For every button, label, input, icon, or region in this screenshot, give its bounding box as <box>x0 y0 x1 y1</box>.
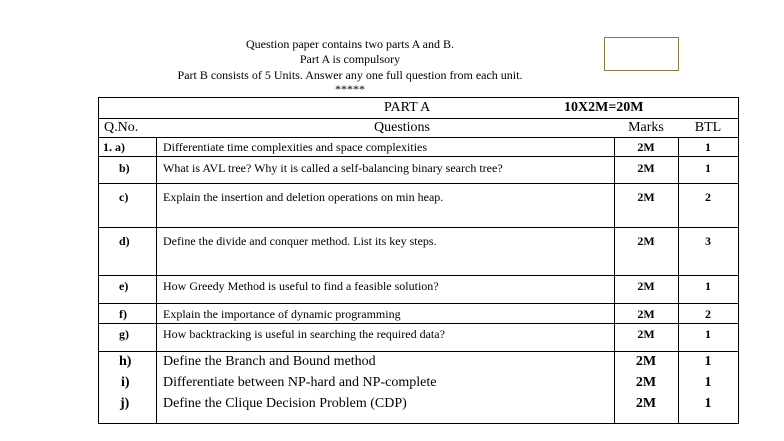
marks-box <box>604 37 679 71</box>
question-btl: 2 <box>705 307 711 321</box>
instruction-line-3: Part B consists of 5 Units. Answer any one full question from each unit. <box>177 68 523 82</box>
question-marks: 2M <box>635 396 657 411</box>
question-number: b) <box>119 161 130 175</box>
column-header-btl: BTL <box>694 120 722 135</box>
question-btl: 1 <box>705 327 711 341</box>
question-text: How Greedy Method is useful to find a feasible solution? <box>163 279 439 293</box>
question-marks: 2M <box>637 161 655 175</box>
column-header-questions: Questions <box>374 120 430 135</box>
question-text: Explain the insertion and deletion operations on min heap. <box>163 190 444 204</box>
question-number: i) <box>121 375 130 390</box>
question-marks: 2M <box>635 354 657 369</box>
divider <box>98 303 739 304</box>
question-marks: 2M <box>637 279 655 293</box>
question-marks: 2M <box>637 140 655 154</box>
question-number: 1. a) <box>103 140 125 154</box>
stars-separator: ***** <box>335 82 365 96</box>
question-btl: 1 <box>704 354 712 369</box>
question-btl: 1 <box>704 396 712 411</box>
question-number: h) <box>119 354 132 369</box>
instruction-line-2: Part A is compulsory <box>299 52 401 66</box>
question-text: Define the Clique Decision Problem (CDP) <box>163 396 407 411</box>
divider <box>98 351 739 352</box>
question-text: Explain the importance of dynamic programming <box>163 307 401 321</box>
marks-formula: 10X2M=20M <box>564 100 644 115</box>
question-btl: 1 <box>705 161 711 175</box>
question-marks: 2M <box>637 234 655 248</box>
question-btl: 3 <box>705 234 711 248</box>
divider <box>98 137 739 138</box>
column-header-marks: Marks <box>628 120 664 135</box>
question-text: Differentiate time complexities and space complexities <box>163 140 428 154</box>
question-text: How backtracking is useful in searching the required data? <box>163 327 445 341</box>
question-marks: 2M <box>635 375 657 390</box>
question-number: f) <box>119 307 127 321</box>
divider <box>98 183 739 184</box>
part-title: PART A <box>384 100 431 115</box>
question-marks: 2M <box>637 327 655 341</box>
divider <box>98 118 739 119</box>
divider <box>98 227 739 228</box>
divider <box>98 323 739 324</box>
instruction-line-1: Question paper contains two parts A and B. <box>246 37 454 51</box>
question-number: j) <box>120 396 130 411</box>
divider <box>98 156 739 157</box>
divider <box>156 137 157 424</box>
question-number: g) <box>119 327 129 341</box>
question-text: Define the Branch and Bound method <box>163 354 376 369</box>
column-header-qno: Q.No. <box>104 120 139 135</box>
question-btl: 1 <box>705 279 711 293</box>
question-text: Define the divide and conquer method. List its key steps. <box>163 234 437 248</box>
divider <box>98 275 739 276</box>
question-marks: 2M <box>637 190 655 204</box>
question-btl: 1 <box>704 375 712 390</box>
question-text: Differentiate between NP-hard and NP-complete <box>163 375 437 390</box>
question-text: What is AVL tree? Why it is called a self-balancing binary search tree? <box>163 161 503 175</box>
question-btl: 1 <box>705 140 711 154</box>
question-marks: 2M <box>637 307 655 321</box>
question-number: e) <box>119 279 129 293</box>
question-number: c) <box>119 190 129 204</box>
question-number: d) <box>119 234 130 248</box>
question-btl: 2 <box>705 190 711 204</box>
